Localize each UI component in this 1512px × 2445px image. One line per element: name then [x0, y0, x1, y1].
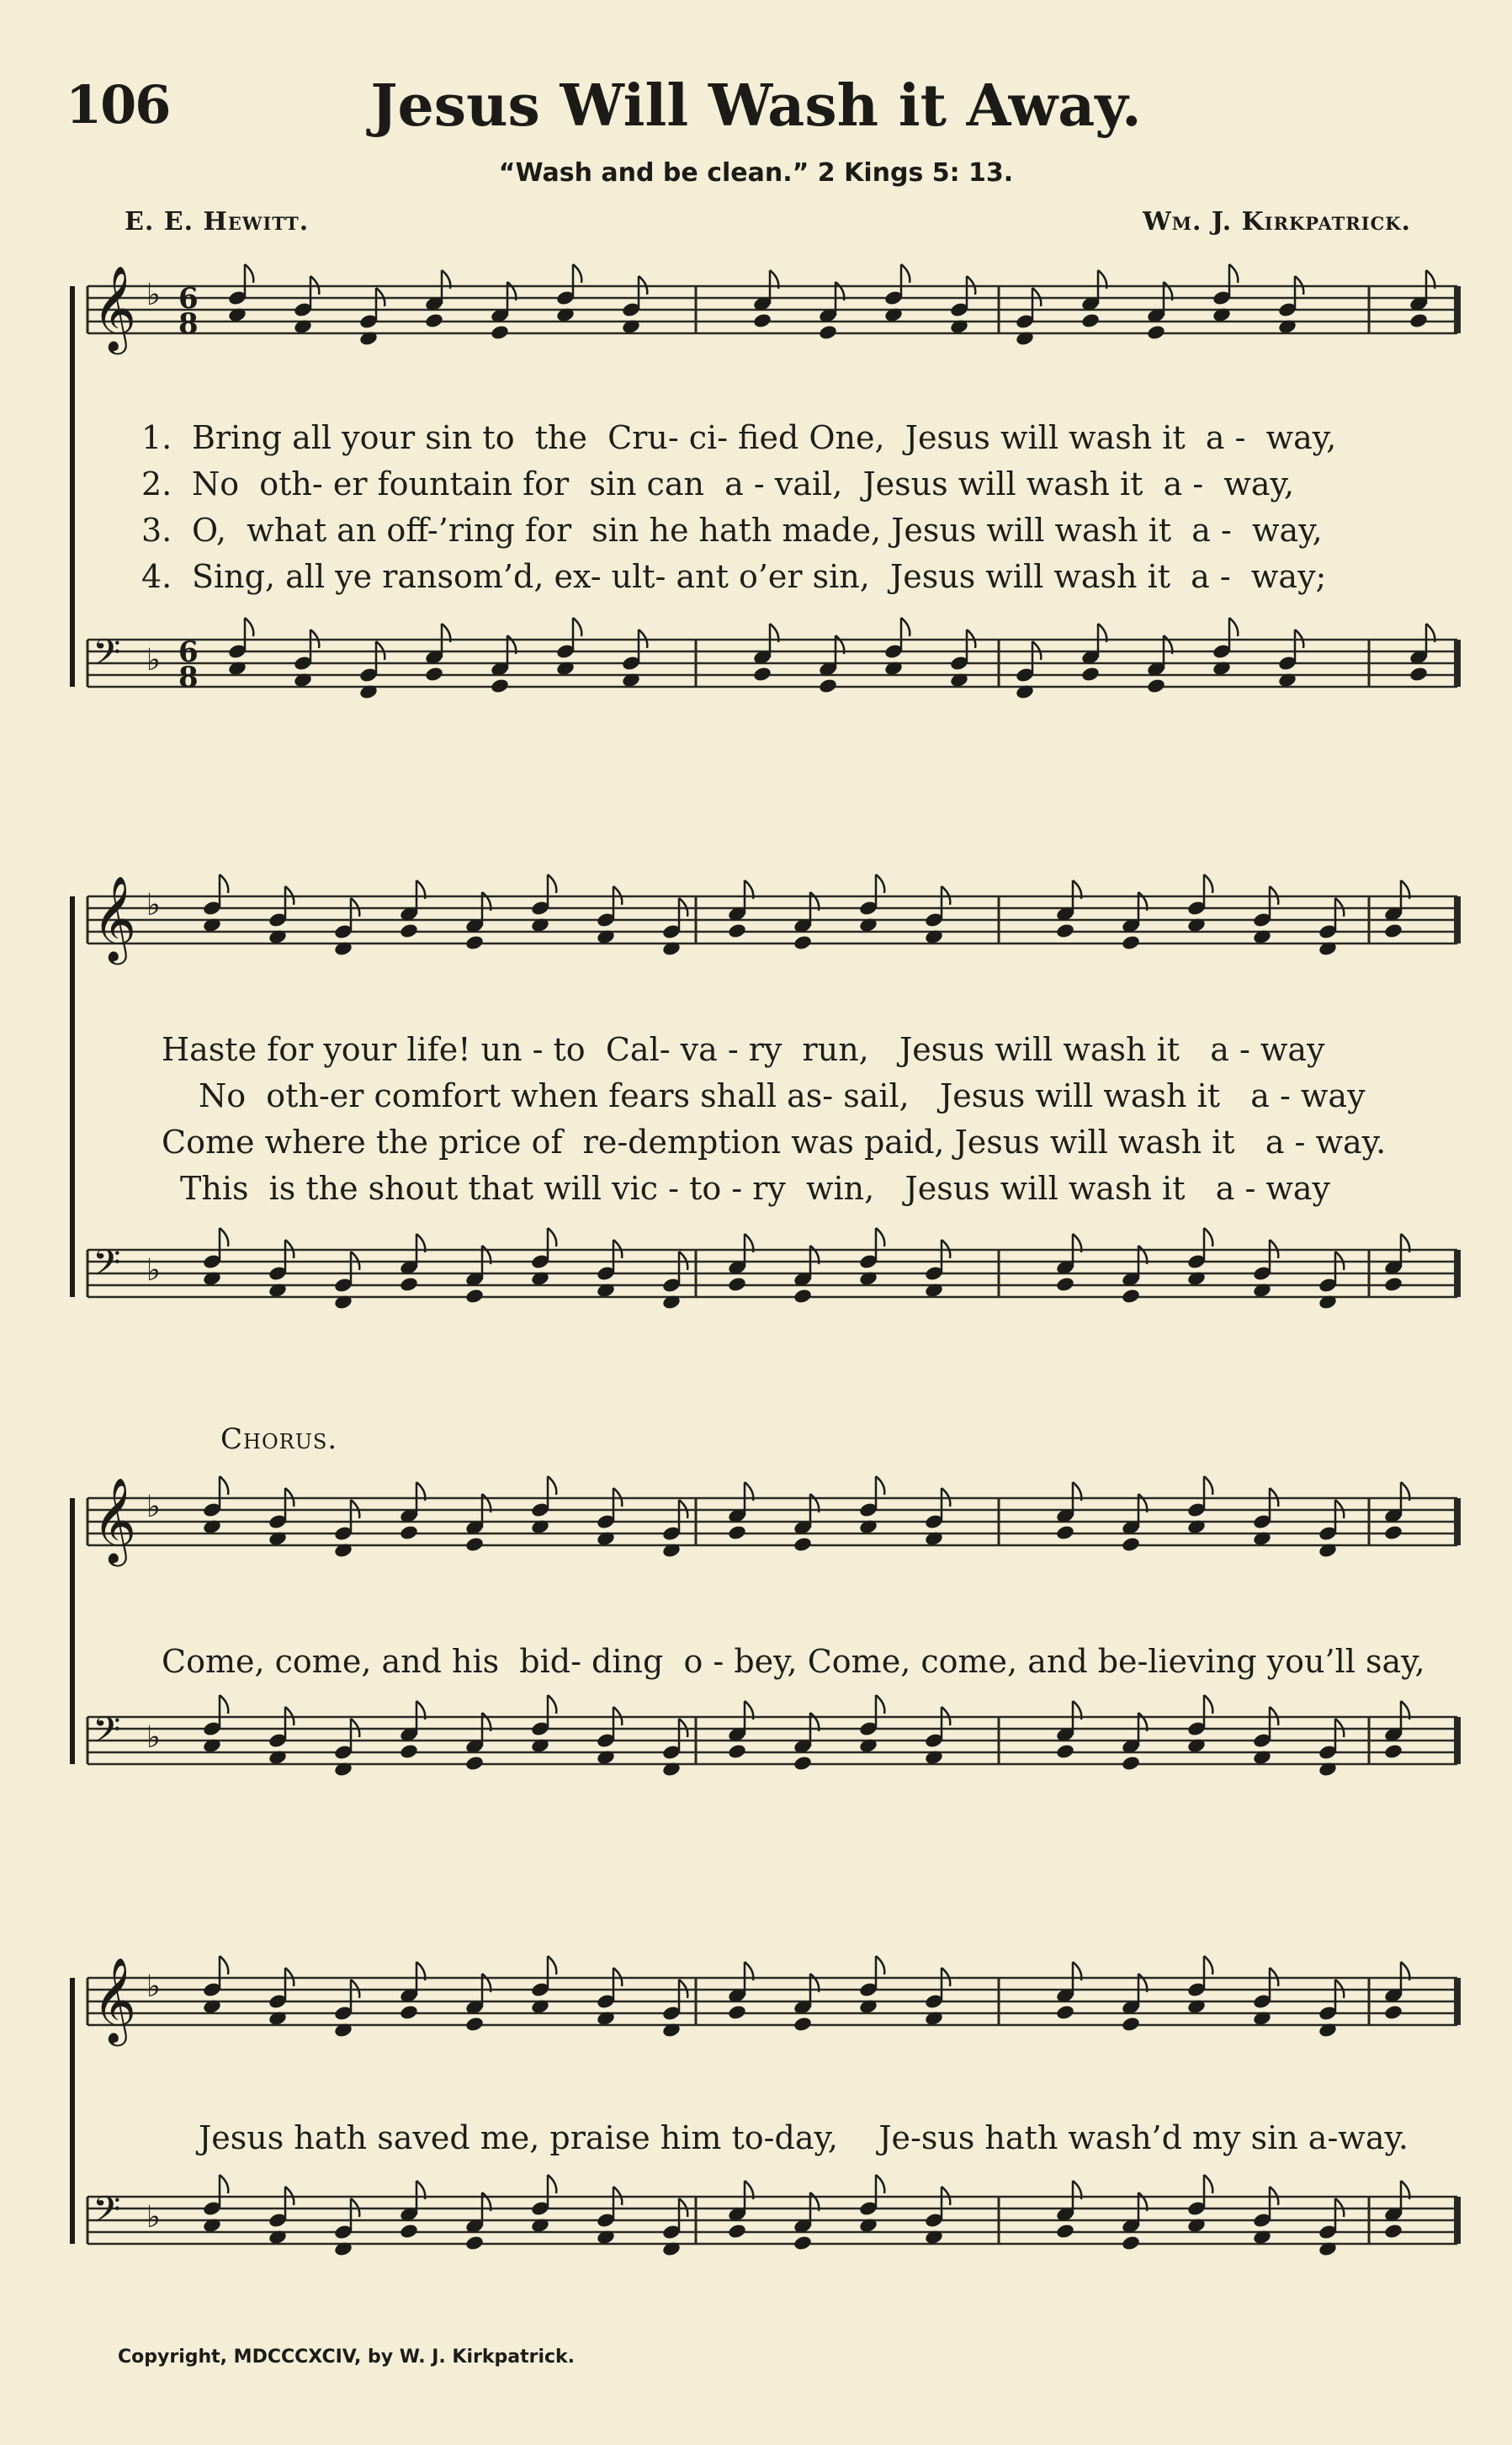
- note-head: [818, 324, 838, 341]
- note-head: [1121, 1536, 1141, 1553]
- note-head: [1055, 1276, 1075, 1293]
- note-head: [424, 666, 444, 683]
- note-head: [727, 2004, 747, 2021]
- note-head: [793, 1536, 813, 1553]
- note-head: [1080, 666, 1101, 683]
- note-flag: [220, 2175, 228, 2193]
- note-head: [1121, 934, 1141, 951]
- chorus-label: Chorus.: [220, 1422, 338, 1456]
- note-flag: [548, 2175, 556, 2193]
- treble-clef: 𝄞: [93, 1476, 137, 1563]
- note-head: [1383, 922, 1403, 939]
- note-flag: [220, 1476, 228, 1495]
- flat-sign: ♭: [146, 2200, 161, 2235]
- note-flag: [1204, 874, 1212, 893]
- time-signature: 8: [178, 661, 199, 694]
- system-2-staves: [69, 874, 1461, 1351]
- note-head: [464, 2235, 485, 2251]
- note-head: [1383, 1743, 1403, 1760]
- treble-clef: 𝄞: [93, 1956, 137, 2043]
- verse-2-line-a: [141, 465, 1294, 502]
- note-flag: [573, 264, 581, 283]
- verse-2-line-b: No oth-er comfort when fears shall as- sail, Jesus will wash it a - way: [199, 1077, 1366, 1114]
- verse-3-line-a: [141, 512, 1323, 549]
- note-flag: [1204, 1956, 1212, 1975]
- copyright-notice: Copyright, MDCCCXCIV, by W. J. Kirkpatrick.: [118, 2347, 576, 2368]
- note-head: [752, 312, 772, 329]
- verse-text: O, what an off-’ring for sin he hath made, Jesus will wash it a - way,: [192, 512, 1323, 549]
- note-flag: [1204, 1695, 1212, 1714]
- note-head: [793, 2016, 813, 2033]
- composer-credit: Wm. J. Kirkpatrick.: [1143, 207, 1411, 237]
- verse-text: No oth- er fountain for sin can a - vail, Jesus will wash it a - way,: [192, 465, 1295, 502]
- note-head: [1409, 312, 1429, 329]
- note-flag: [1204, 2175, 1212, 2193]
- note-head: [399, 1743, 419, 1760]
- verse-text: Sing, all ye ransom’d, ex- ult- ant o’er sin, Jesus will wash it a - way;: [192, 558, 1327, 595]
- system-1-staves: [69, 264, 1461, 741]
- verse-number: 3.: [141, 512, 172, 549]
- flat-sign: ♭: [146, 1490, 161, 1524]
- note-head: [464, 1536, 485, 1553]
- note-head: [1055, 2004, 1075, 2021]
- note-head: [424, 312, 444, 329]
- treble-clef: 𝄞: [93, 264, 137, 351]
- verse-1-line-a: [141, 419, 1336, 456]
- note-head: [399, 1524, 419, 1541]
- note-head: [727, 1276, 747, 1293]
- note-head: [1055, 1524, 1075, 1541]
- verse-number: 2.: [141, 465, 172, 502]
- music-system-2: [69, 874, 1461, 1351]
- note-head: [464, 1755, 485, 1772]
- verse-4-line-a: [141, 558, 1326, 595]
- note-head: [1055, 2223, 1075, 2240]
- page-number: 106: [66, 74, 170, 136]
- note-flag: [220, 1228, 228, 1246]
- verse-number: 1.: [141, 419, 172, 456]
- note-head: [464, 2016, 485, 2033]
- flat-sign: ♭: [146, 888, 161, 922]
- note-head: [399, 922, 419, 939]
- note-head: [464, 1288, 485, 1305]
- lyricist-credit: E. E. Hewitt.: [125, 207, 310, 237]
- note-flag: [876, 1476, 884, 1495]
- note-flag: [901, 618, 910, 636]
- note-head: [490, 324, 510, 341]
- note-flag: [548, 874, 556, 893]
- note-flag: [548, 1695, 556, 1714]
- verse-1-line-b: Haste for your life! un - to Cal- va - ry run, Jesus will wash it a - way: [162, 1031, 1325, 1068]
- note-head: [793, 1755, 813, 1772]
- note-flag: [245, 264, 253, 283]
- note-head: [399, 2223, 419, 2240]
- note-flag: [548, 1228, 556, 1246]
- time-signature: 6: [178, 635, 199, 669]
- note-flag: [573, 618, 581, 636]
- note-head: [1121, 2235, 1141, 2251]
- note-head: [793, 2235, 813, 2251]
- treble-clef: 𝄞: [93, 874, 137, 961]
- scripture-epigraph: “Wash and be clean.” 2 Kings 5: 13.: [498, 158, 1014, 188]
- note-head: [727, 2223, 747, 2240]
- note-head: [1383, 1524, 1403, 1541]
- note-flag: [876, 1956, 884, 1975]
- verse-number: 4.: [141, 558, 172, 595]
- note-flag: [1229, 618, 1238, 636]
- verse-4-line-b: This is the shout that will vic - to - ry win, Jesus will wash it a - way: [180, 1170, 1331, 1207]
- verse-text: Bring all your sin to the Cru- ci- fied One, Jesus will wash it a - way,: [192, 419, 1337, 456]
- note-head: [1055, 1743, 1075, 1760]
- note-head: [1383, 2004, 1403, 2021]
- note-head: [752, 666, 772, 683]
- bass-clef: 𝄢: [93, 2189, 121, 2240]
- note-flag: [220, 874, 228, 893]
- note-head: [1146, 678, 1166, 694]
- note-head: [793, 1288, 813, 1305]
- time-signature: 6: [178, 282, 199, 316]
- note-head: [1121, 1288, 1141, 1305]
- flat-sign: ♭: [146, 1969, 161, 2004]
- note-flag: [1204, 1228, 1212, 1246]
- note-head: [818, 678, 838, 694]
- note-flag: [245, 618, 253, 636]
- hymn-title: Jesus Will Wash it Away.: [370, 72, 1142, 140]
- note-flag: [876, 1695, 884, 1714]
- note-head: [1383, 1276, 1403, 1293]
- note-flag: [901, 264, 910, 283]
- note-head: [727, 1524, 747, 1541]
- note-head: [1055, 922, 1075, 939]
- note-head: [1383, 2223, 1403, 2240]
- note-head: [490, 678, 510, 694]
- note-head: [464, 934, 485, 951]
- note-head: [1080, 312, 1101, 329]
- note-head: [727, 1743, 747, 1760]
- chorus-line-1: Come, come, and his bid- ding o - bey, Come, come, and be-lieving you’ll say,: [162, 1643, 1425, 1680]
- flat-sign: ♭: [146, 1253, 161, 1288]
- note-head: [1121, 2016, 1141, 2033]
- chorus-line-2: Jesus hath saved me, praise him to-day, Je-sus hath wash’d my sin a-way.: [199, 2119, 1409, 2156]
- note-head: [1409, 666, 1429, 683]
- verse-3-line-b: Come where the price of re-demption was paid, Jesus will wash it a - way.: [162, 1124, 1387, 1161]
- note-head: [399, 1276, 419, 1293]
- note-flag: [876, 874, 884, 893]
- time-signature: 8: [178, 307, 199, 341]
- note-flag: [876, 1228, 884, 1246]
- note-flag: [876, 2175, 884, 2193]
- note-head: [793, 934, 813, 951]
- bass-clef: 𝄢: [93, 1242, 121, 1293]
- bass-clef: 𝄢: [93, 1709, 121, 1760]
- flat-sign: ♭: [146, 278, 161, 312]
- note-head: [399, 2004, 419, 2021]
- note-flag: [1204, 1476, 1212, 1495]
- note-flag: [548, 1956, 556, 1975]
- note-flag: [220, 1695, 228, 1714]
- note-head: [727, 922, 747, 939]
- note-flag: [220, 1956, 228, 1975]
- music-system-1: [69, 264, 1461, 741]
- note-head: [1146, 324, 1166, 341]
- note-head: [1121, 1755, 1141, 1772]
- bass-clef: 𝄢: [93, 632, 121, 683]
- flat-sign: ♭: [146, 643, 161, 678]
- note-flag: [548, 1476, 556, 1495]
- flat-sign: ♭: [146, 1720, 161, 1755]
- note-flag: [1229, 264, 1238, 283]
